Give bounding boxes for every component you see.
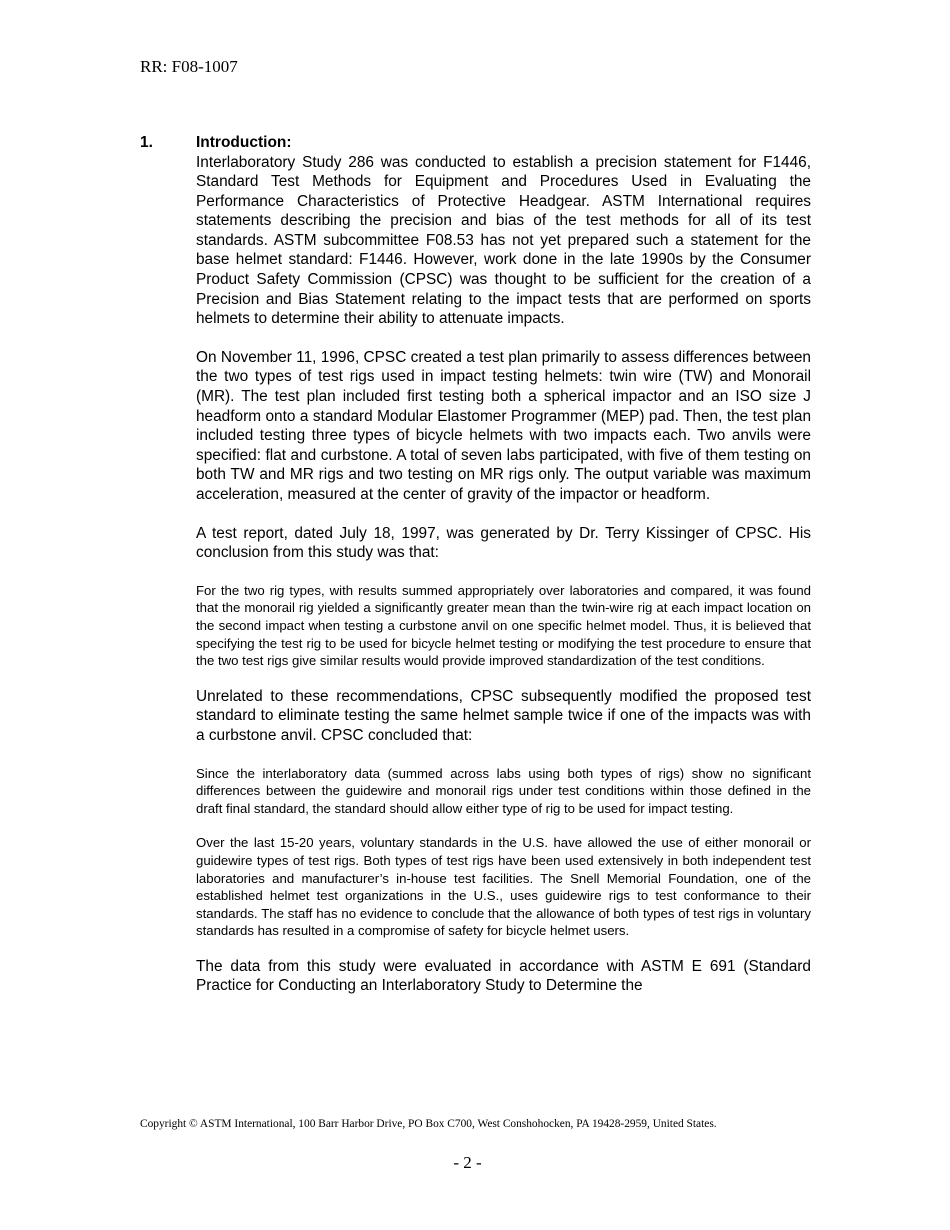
quote-cpsc-conclusion: Since the interlaboratory data (summed across labs using both types of rigs) show no significant differences between the guidewire and monorail rigs under test conditions within those defined in the draft final standard, the standard should allow either type of rig to be used for impact testing. xyxy=(196,765,811,816)
copyright-footer: Copyright © ASTM International, 100 Barr Harbor Drive, PO Box C700, West Conshohocken, PA 19428-2959, United States. xyxy=(140,1118,717,1130)
section-title: Introduction: xyxy=(196,134,292,151)
quote-kissinger-conclusion: For the two rig types, with results summed appropriately over laboratories and compared, it was found that the monorail rig yielded a significantly greater mean than the twin-wire rig at each impact location on the second impact when testing a curbstone anvil on one specific helmet model. Thus, it is believed that specifying the test rig to be used for bicycle helmet testing or modifying the test procedure to ensure that the two test rigs give similar results would provide improved standardization of the test conditions. xyxy=(196,582,811,669)
paragraph-intro: Interlaboratory Study 286 was conducted to establish a precision statement for F1446, Standard Test Methods for Equipment and Procedures Used in Evaluating the Performance Characteristics of Protective Headgear. ASTM International requires statements describing the precision and bias of the test methods for all of its test standards. ASTM subcommittee F08.53 has not yet prepared such a statement for the base helmet standard: F1446. However, work done in the late 1990s by the Consumer Product Safety Commission (CPSC) was thought to be sufficient for the creation of a Precision and Bias Statement relating to the impact tests that are performed on sports helmets to determine their ability to attenuate impacts. xyxy=(196,153,811,328)
paragraph-test-report: A test report, dated July 18, 1997, was generated by Dr. Terry Kissinger of CPSC. His conclusion from this study was that: xyxy=(196,524,811,562)
report-number-header: RR: F08-1007 xyxy=(140,57,238,76)
paragraph-test-plan: On November 11, 1996, CPSC created a test plan primarily to assess differences between the two types of test rigs used in impact testing helmets: twin wire (TW) and Monorail (MR). The test plan included first testing both a spherical impactor and an ISO size J headform onto a standard Modular Elastomer Programmer (MEP) pad. Then, the test plan included testing three types of bicycle helmets with two impacts each. Two anvils were specified: flat and curbstone. A total of seven labs participated, with five of them testing on both TW and MR rigs and two testing on MR rigs only. The output variable was maximum acceleration, measured at the center of gravity of the impactor or headform. xyxy=(196,348,811,503)
page-number: - 2 - xyxy=(453,1153,482,1172)
paragraph-cpsc-modification: Unrelated to these recommendations, CPSC subsequently modified the proposed test standard to eliminate testing the same helmet sample twice if one of the impacts was with a curbstone anvil. CPSC concluded that: xyxy=(196,687,811,744)
section-number: 1. xyxy=(140,134,153,151)
section-heading xyxy=(140,133,811,153)
document-body xyxy=(140,133,811,1015)
quote-voluntary-standards: Over the last 15-20 years, voluntary standards in the U.S. have allowed the use of either monorail or guidewire types of test rigs. Both types of test rigs have been used extensively in both independent test laboratories and manufacturer’s in-house test facilities. The Snell Memorial Foundation, one of the established helmet test organizations in the U.S., uses guidewire rigs to test conformance to their standards. The staff has no evidence to conclude that the allowance of both types of test rigs in voluntary standards has resulted in a compromise of safety for bicycle helmet users. xyxy=(196,835,811,939)
paragraph-data-evaluation: The data from this study were evaluated in accordance with ASTM E 691 (Standard Practice for Conducting an Interlaboratory Study to Determine the xyxy=(196,957,811,995)
section-text xyxy=(196,153,811,997)
